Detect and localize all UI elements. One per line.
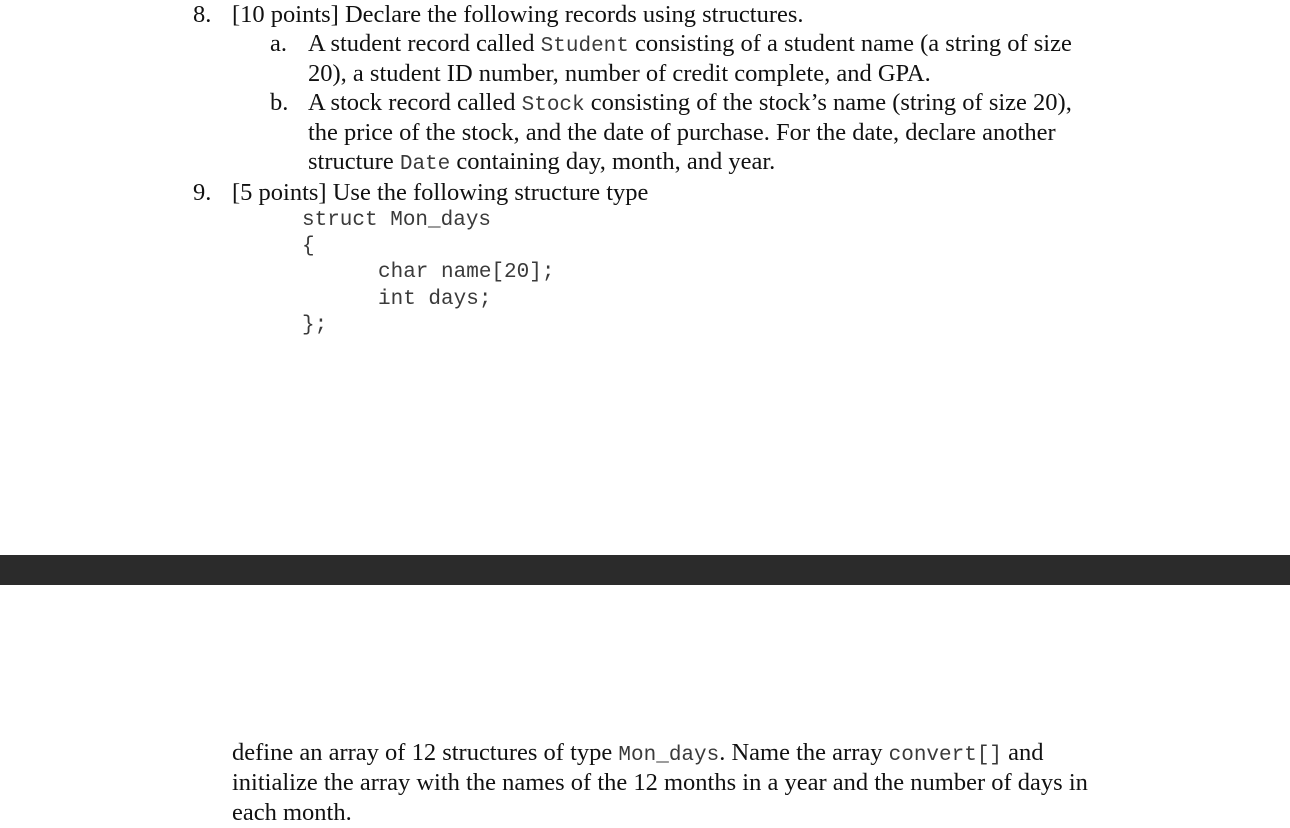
- code-struct-line: struct Mon_days: [302, 209, 492, 232]
- q8b-l3-post: containing day, month, and year.: [450, 148, 776, 175]
- code-open-brace: {: [302, 235, 315, 258]
- q8b-l3-pre: structure: [308, 148, 400, 175]
- question-8-heading: [10 points] Declare the following records using structures.: [232, 1, 804, 28]
- question-8a-line-2: 20), a student ID number, number of credit complete, and GPA.: [308, 60, 931, 87]
- page-break-separator: [0, 555, 1290, 585]
- question-8-number: 8.: [193, 1, 212, 28]
- question-8a-label: a.: [270, 30, 287, 57]
- question-8a-line-1: [308, 29, 1072, 62]
- q8b-text-post: consisting of the stock’s name (string of size 20),: [584, 89, 1072, 116]
- question-8b-line-3: [308, 147, 775, 180]
- q8b-text-pre: A stock record called: [308, 89, 522, 116]
- question-9-number: 9.: [193, 179, 212, 206]
- q8b-code-date: Date: [399, 153, 451, 176]
- q8b-code-stock: Stock: [521, 94, 585, 117]
- q8a-text-pre: A student record called: [308, 30, 541, 57]
- code-name-field: char name[20];: [378, 261, 555, 284]
- question-8b-line-2: the price of the stock, and the date of purchase. For the date, declare another: [308, 119, 1056, 146]
- question-9-cont-line-1: [232, 738, 1044, 771]
- q9-cont-post: and: [1002, 739, 1044, 766]
- q9-code-mon-days: Mon_days: [618, 744, 720, 767]
- code-days-field: int days;: [378, 288, 492, 311]
- q9-cont-mid: . Name the array: [719, 739, 889, 766]
- q8a-code-student: Student: [540, 35, 629, 58]
- question-9-cont-line-2: initialize the array with the names of the 12 months in a year and the number of days in: [232, 769, 1088, 796]
- question-9-cont-line-3: each month.: [232, 799, 352, 826]
- q9-code-convert: convert[]: [888, 744, 1003, 767]
- question-8b-line-1: [308, 88, 1072, 121]
- q9-cont-pre: define an array of 12 structures of type: [232, 739, 619, 766]
- question-9-heading: [5 points] Use the following structure type: [232, 179, 649, 206]
- question-8b-label: b.: [270, 89, 289, 116]
- code-close-brace: };: [302, 314, 328, 337]
- q8a-text-post: consisting of a student name (a string of size: [628, 30, 1072, 57]
